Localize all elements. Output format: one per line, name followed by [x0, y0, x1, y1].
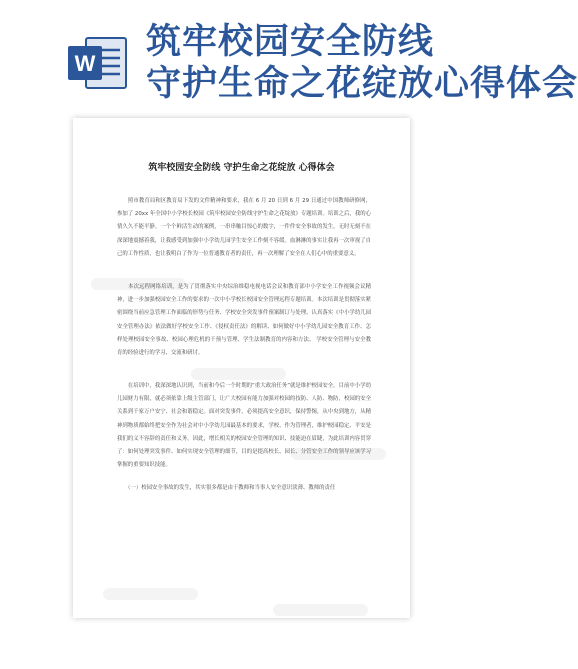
- document-title: 筑牢校园安全防线 守护生命之花绽放 心得体会: [148, 163, 335, 173]
- watermark: [273, 604, 368, 616]
- banner-title-line-2: 守护生命之花绽放心得体会: [146, 64, 578, 104]
- paragraph: 在培训中，我深深地认识到，当前和今后一个时期的“重大政治任务”就是维护校园安全。目前中小学幼儿园财力有限，就必须依靠上级主管部门，让广大校园有能力加强对校园的技防、人防、物防，校园的安全关系到千家万户安宁、社会和谐稳定。面对突发事件，必须提高安全意识，保持警惕，从中央到地方，从精神到物质都始终把安全作为社会对中小学幼儿园最基本的要求，学校、作为管理者，维护校园稳定、平安是我们的义不容辞的责任和义务。因此，增长相关的校园安全管理的知识、技能迫在眉睫，为此培训内容贯穿了：如何处理突发事件、如何实现安全管理的细节，目的是提高校长、园长、分管安全工作的领导应该学习掌握的重要知识技能。: [117, 383, 371, 469]
- word-document-icon: [66, 36, 128, 90]
- paragraph: 本次远程网络培训，是为了贯彻落实中央综治维稳电视电话会议和教育部中小学安全工作视频会议精神，进一步加强校园安全工作的要求的一次中小学校长校园安全管理远程专题培训。本次培训是贯彻落实紧密围绕当前应急管理工作面临的形势与任务、学校安全突发事件预案制订与处理、认真落实《中小学幼儿园安全管理办法》依法做好学校安全工作、《侵权责任法》的解读、如何做好中小学幼儿园安全教育工作、怎样处理校园安全事故、校园心理危机的干预与管理、学生法制教育的内容和方法、 学校安全管理与安全教育的经验进行的学习、交流和研讨。: [117, 284, 371, 357]
- watermark: [103, 588, 198, 600]
- banner-title-line-1: 筑牢校园安全防线: [146, 22, 435, 62]
- paragraph: （一）校园安全事故的发生，其实很多都是由于教师和当事人安全意识淡薄、教师的责任: [117, 485, 336, 491]
- watermark: [191, 368, 286, 380]
- word-icon-letter: W: [74, 51, 96, 76]
- document-page: [73, 118, 410, 618]
- banner: [0, 0, 578, 118]
- paragraph: 照市教育局和区教育局下发的文件精神和要求，我在 6 月 20 日到 6 月 29 日通过中国教师研修网，参加了 20xx 年全国中小学校长校园《筑牢校园安全防线守护生命之花绽放》专题培训。培训之后，我的心情久久不能平静。一个个鲜活生动的案例，一串串触目惊心的数字，一件件安全事故的发生，无时无刻不在深深地震撼着我，让我感受到加强中小学幼儿园学生安全工作刻不容缓。血淋淋的事实让我再一次审视了自己的工作性质，也让我明白了作为一位普通教育者的责任，再一次理解了安全在人们心中的重要意义。: [117, 198, 371, 257]
